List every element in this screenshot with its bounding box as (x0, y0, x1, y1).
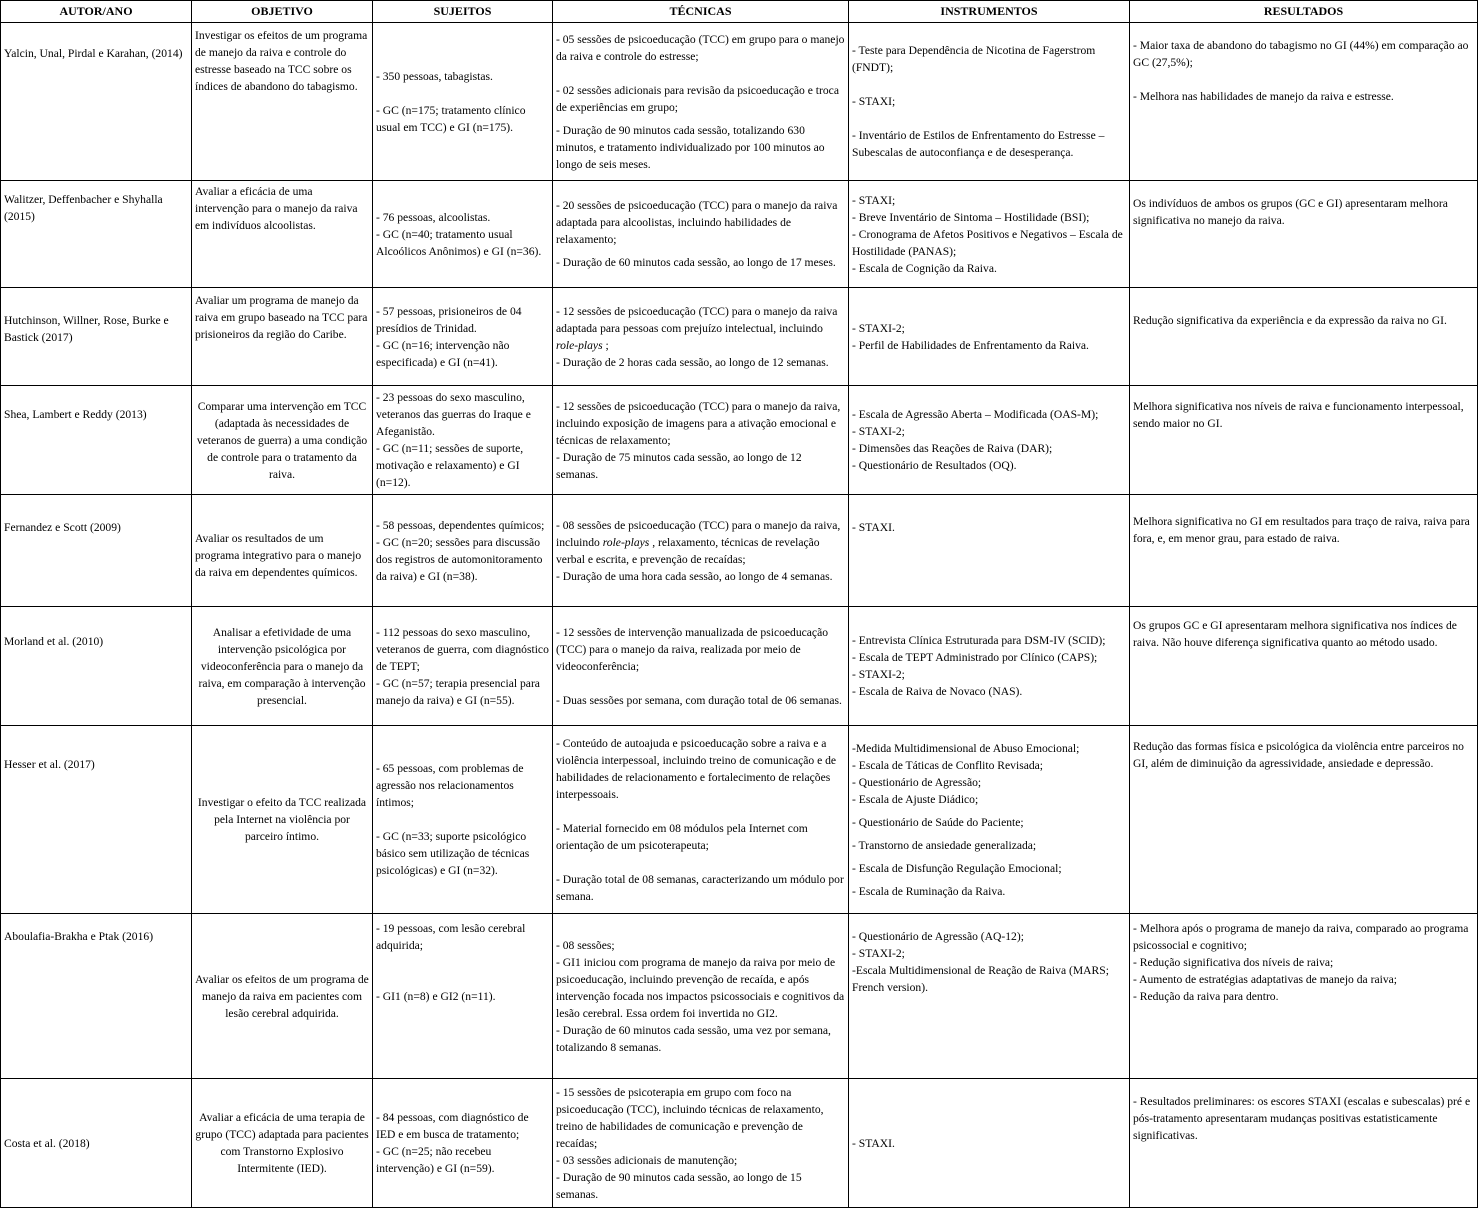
author-cell: Aboulafia-Brakha e Ptak (2016) (1, 914, 192, 1079)
results-cell: Redução das formas física e psicológica da violência entre parceiros no GI, além de diminuição da agressividade, ansiedade e depressão. (1130, 726, 1478, 914)
header-autor: AUTOR/ANO (1, 1, 192, 23)
subjects-cell: - 19 pessoas, com lesão cerebral adquirida; - GI1 (n=8) e GI2 (n=11). (373, 914, 553, 1079)
results-cell: - Resultados preliminares: os escores STAXI (escalas e subescalas) pré e pós-tratamento apresentaram mudanças positivas estatisticamente significativas. (1130, 1079, 1478, 1208)
results-cell: - Maior taxa de abandono do tabagismo no GI (44%) em comparação ao GC (27,5%); - Melhora nas habilidades de manejo da raiva e estresse. (1130, 23, 1478, 181)
techniques-cell: - 12 sessões de intervenção manualizada de psicoeducação (TCC) para o manejo da raiva, realizada por meio de videoconferência; - Duas sessões por semana, com duração total de 06 semanas. (553, 607, 849, 726)
author-cell: Hesser et al. (2017) (1, 726, 192, 914)
header-sujeitos: SUJEITOS (373, 1, 553, 23)
instruments-cell: - Questionário de Agressão (AQ-12); - STAXI-2; -Escala Multidimensional de Reação de Raiva (MARS; French version). (849, 914, 1130, 1079)
instruments-cell: -Medida Multidimensional de Abuso Emocional; - Escala de Táticas de Conflito Revisada; - Questionário de Agressão; - Escala de Ajuste Diádico; - Questionário de Saúde do Paciente; - Transtorno de ansiedade generalizada; - Escala de Disfunção Regulação Emocional; - Escala de Ruminação da Raiva. (849, 726, 1130, 914)
results-cell: Melhora significativa nos níveis de raiva e funcionamento interpessoal, sendo maior no GI. (1130, 386, 1478, 495)
instruments-cell: - STAXI-2; - Perfil de Habilidades de Enfrentamento da Raiva. (849, 288, 1130, 386)
header-tecnicas: TÉCNICAS (553, 1, 849, 23)
instruments-cell: - Entrevista Clínica Estruturada para DSM-IV (SCID); - Escala de TEPT Administrado por Clínico (CAPS); - STAXI-2; - Escala de Raiva de Novaco (NAS). (849, 607, 1130, 726)
subjects-cell: - 57 pessoas, prisioneiros de 04 presídios de Trinidad. - GC (n=16; intervenção não especificada) e GI (n=41). (373, 288, 553, 386)
objective-cell: Avaliar os resultados de um programa integrativo para o manejo da raiva em dependentes químicos. (192, 495, 373, 607)
author-cell: Walitzer, Deffenbacher e Shyhalla (2015) (1, 181, 192, 288)
table-row (1, 386, 1478, 495)
subjects-cell: - 76 pessoas, alcoolistas. - GC (n=40; tratamento usual Alcoólicos Anônimos) e GI (n=36). (373, 181, 553, 288)
table-row (1, 181, 1478, 288)
techniques-cell: - Conteúdo de autoajuda e psicoeducação sobre a raiva e a violência interpessoal, incluindo treino de comunicação e de habilidades de relacionamento e fortalecimento de relações interpessoais. - Material fornecido em 08 módulos pela Internet com orientação de um psicoterapeuta; - Duração total de 08 semanas, caracterizando um módulo por semana. (553, 726, 849, 914)
table-row (1, 23, 1478, 181)
table-row (1, 607, 1478, 726)
results-cell: Os grupos GC e GI apresentaram melhora significativa nos índices de raiva. Não houve diferença significativa quanto ao método usado. (1130, 607, 1478, 726)
author-cell: Shea, Lambert e Reddy (2013) (1, 386, 192, 495)
subjects-cell: - 112 pessoas do sexo masculino, veteranos de guerra, com diagnóstico de TEPT; - GC (n=57; terapia presencial para manejo da raiva) e GI (n=55). (373, 607, 553, 726)
author-cell: Hutchinson, Willner, Rose, Burke e Bastick (2017) (1, 288, 192, 386)
header-instrumentos: INSTRUMENTOS (849, 1, 1130, 23)
header-objetivo: OBJETIVO (192, 1, 373, 23)
results-cell: Redução significativa da experiência e da expressão da raiva no GI. (1130, 288, 1478, 386)
subjects-cell: - 84 pessoas, com diagnóstico de IED e em busca de tratamento; - GC (n=25; não recebeu intervenção) e GI (n=59). (373, 1079, 553, 1208)
table-row (1, 914, 1478, 1079)
instruments-cell: - STAXI. (849, 495, 1130, 607)
author-cell: Costa et al. (2018) (1, 1079, 192, 1208)
objective-cell: Avaliar a eficácia de uma intervenção para o manejo da raiva em indivíduos alcoolistas. (192, 181, 373, 288)
header-resultados: RESULTADOS (1130, 1, 1478, 23)
table-row (1, 288, 1478, 386)
objective-cell: Avaliar a eficácia de uma terapia de grupo (TCC) adaptada para pacientes com Transtorno Explosivo Intermitente (IED). (192, 1079, 373, 1208)
subjects-cell: - 58 pessoas, dependentes químicos; - GC (n=20; sessões para discussão dos registros de automonitoramento da raiva) e GI (n=38). (373, 495, 553, 607)
subjects-cell: - 350 pessoas, tabagistas. - GC (n=175; tratamento clínico usual em TCC) e GI (n=175). (373, 23, 553, 181)
objective-cell: Investigar o efeito da TCC realizada pela Internet na violência por parceiro íntimo. (192, 726, 373, 914)
table-row (1, 726, 1478, 914)
subjects-cell: - 23 pessoas do sexo masculino, veteranos das guerras do Iraque e Afeganistão. - GC (n=11; sessões de suporte, motivação e relaxamento) e GI (n=12). (373, 386, 553, 495)
instruments-cell: - Teste para Dependência de Nicotina de Fagerstrom (FNDT); - STAXI; - Inventário de Estilos de Enfrentamento do Estresse – Subescalas de autoconfiança e de desesperança. (849, 23, 1130, 181)
techniques-cell: - 20 sessões de psicoeducação (TCC) para o manejo da raiva adaptada para alcoolistas, incluindo habilidades de relaxamento; - Duração de 60 minutos cada sessão, ao longo de 17 meses. (553, 181, 849, 288)
objective-cell: Investigar os efeitos de um programa de manejo da raiva e controle do estresse baseado na TCC sobre os índices de abandono do tabagismo. (192, 23, 373, 181)
results-cell: Os indivíduos de ambos os grupos (GC e GI) apresentaram melhora significativa no manejo da raiva. (1130, 181, 1478, 288)
author-cell: Yalcin, Unal, Pirdal e Karahan, (2014) (1, 23, 192, 181)
table-row (1, 495, 1478, 607)
techniques-cell: - 15 sessões de psicoterapia em grupo com foco na psicoeducação (TCC), incluindo técnicas de relaxamento, treino de habilidades de comunicação e prevenção de recaídas; - 03 sessões adicionais de manutenção; - Duração de 90 minutos cada sessão, ao longo de 15 semanas. (553, 1079, 849, 1208)
techniques-cell: - 08 sessões; - GI1 iniciou com programa de manejo da raiva por meio de psicoeducação, incluindo prevenção de recaída, e após intervenção focada nos impactos psicossociais e cognitivos da lesão cerebral. Essa ordem foi invertida no GI2. - Duração de 60 minutos cada sessão, uma vez por semana, totalizando 8 semanas. (553, 914, 849, 1079)
results-cell: Melhora significativa no GI em resultados para traço de raiva, raiva para fora, e, em menor grau, para estado de raiva. (1130, 495, 1478, 607)
techniques-cell: - 12 sessões de psicoeducação (TCC) para o manejo da raiva adaptada para pessoas com prejuízo intelectual, incluindo role-plays ; - Duração de 2 horas cada sessão, ao longo de 12 semanas. (553, 288, 849, 386)
techniques-cell: - 08 sessões de psicoeducação (TCC) para o manejo da raiva, incluindo role-plays , relaxamento, técnicas de revelação verbal e escrita, e prevenção de recaídas; - Duração de uma hora cada sessão, ao longo de 4 semanas. (553, 495, 849, 607)
techniques-cell: - 05 sessões de psicoeducação (TCC) em grupo para o manejo da raiva e controle do estresse; - 02 sessões adicionais para revisão da psicoeducação e troca de experiências em grupo; - Duração de 90 minutos cada sessão, totalizando 630 minutos, e tratamento individualizado por 100 minutos ao longo de seis meses. (553, 23, 849, 181)
results-cell: - Melhora após o programa de manejo da raiva, comparado ao programa psicossocial e cognitivo; - Redução significativa dos níveis de raiva; - Aumento de estratégias adaptativas de manejo da raiva; - Redução da raiva para dentro. (1130, 914, 1478, 1079)
instruments-cell: - Escala de Agressão Aberta – Modificada (OAS-M); - STAXI-2; - Dimensões das Reações de Raiva (DAR); - Questionário de Resultados (OQ). (849, 386, 1130, 495)
instruments-cell: - STAXI. (849, 1079, 1130, 1208)
instruments-cell: - STAXI; - Breve Inventário de Sintoma – Hostilidade (BSI); - Cronograma de Afetos Positivos e Negativos – Escala de Hostilidade (PANAS); - Escala de Cognição da Raiva. (849, 181, 1130, 288)
objective-cell: Comparar uma intervenção em TCC (adaptada às necessidades de veteranos de guerra) a uma condição de controle para o tratamento da raiva. (192, 386, 373, 495)
author-cell: Morland et al. (2010) (1, 607, 192, 726)
table-row (1, 1079, 1478, 1208)
author-cell: Fernandez e Scott (2009) (1, 495, 192, 607)
header-row (1, 1, 1478, 23)
subjects-cell: - 65 pessoas, com problemas de agressão nos relacionamentos íntimos; - GC (n=33; suporte psicológico básico sem utilização de técnicas psicológicas) e GI (n=32). (373, 726, 553, 914)
objective-cell: Avaliar um programa de manejo da raiva em grupo baseado na TCC para prisioneiros da região do Caribe. (192, 288, 373, 386)
techniques-cell: - 12 sessões de psicoeducação (TCC) para o manejo da raiva, incluindo exposição de imagens para a ativação emocional e técnicas de relaxamento; - Duração de 75 minutos cada sessão, ao longo de 12 semanas. (553, 386, 849, 495)
objective-cell: Avaliar os efeitos de um programa de manejo da raiva em pacientes com lesão cerebral adquirida. (192, 914, 373, 1079)
objective-cell: Analisar a efetividade de uma intervenção psicológica por videoconferência para o manejo da raiva, em comparação à intervenção presencial. (192, 607, 373, 726)
